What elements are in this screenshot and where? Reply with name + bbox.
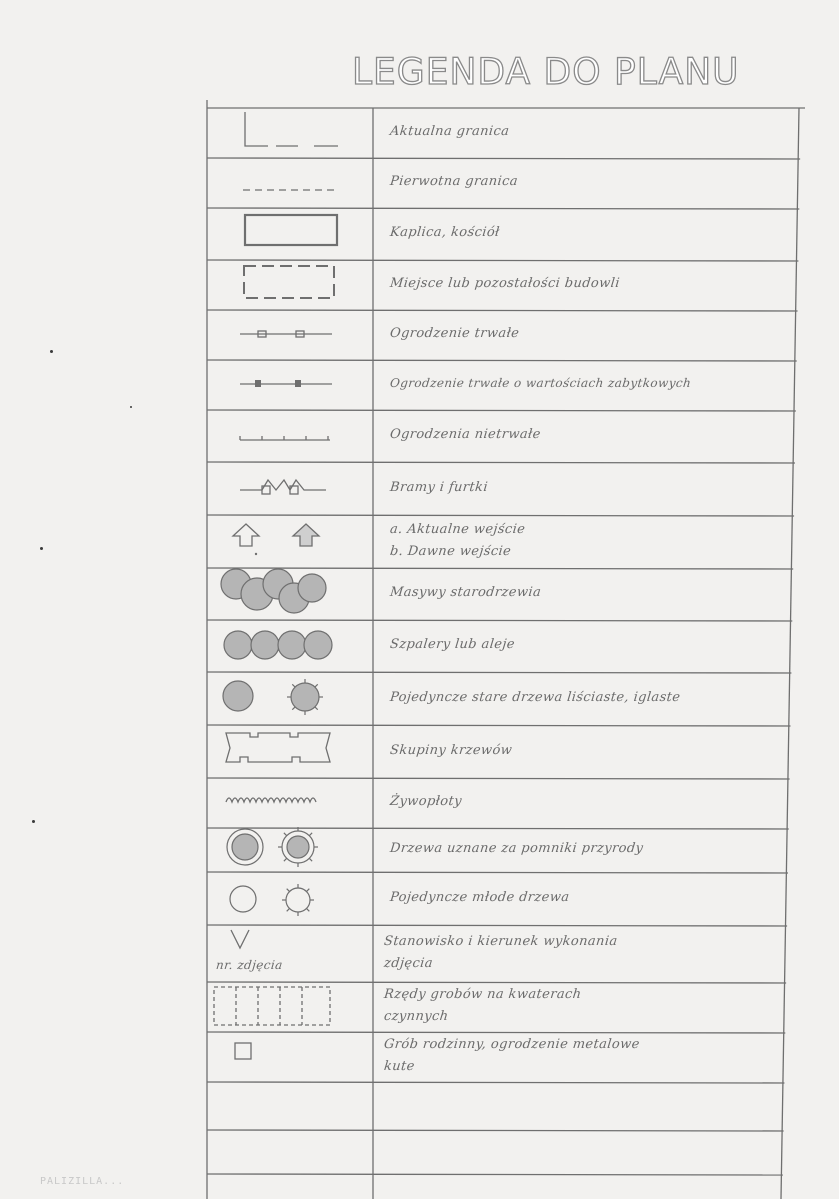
table-row-line (207, 410, 796, 411)
paper-speck (40, 547, 43, 550)
photo-position-icon (231, 930, 249, 948)
table-row-line (207, 462, 795, 463)
legend-label: Rzędy grobów na kwaterach (383, 987, 583, 1002)
current-border-icon (245, 112, 338, 146)
table-row-line (207, 925, 787, 926)
photo-number-caption: nr. zdjęcia (215, 957, 284, 972)
legend-label: Miejsce lub pozostałości budowli (389, 276, 621, 291)
legend-label: Stanowisko i kierunek wykonania (383, 933, 619, 949)
single-old-trees-icon (223, 679, 323, 715)
grave-rows-icon (214, 987, 330, 1025)
legend-label: Pierwotna granica (389, 174, 519, 189)
family-grave-icon (235, 1043, 251, 1059)
legend-label: Żywopłoty (389, 794, 463, 809)
paper-speck (32, 820, 35, 823)
legend-label: Aktualna granica (389, 124, 511, 139)
single-young-trees-icon (230, 884, 314, 916)
legend-label: Kaplica, kościół (389, 225, 501, 240)
paper-speck (50, 350, 53, 353)
legend-label-line2: czynnych (383, 1009, 450, 1024)
table-row-line (207, 158, 800, 159)
legend-label: Ogrodzenia nietrwałe (389, 427, 542, 442)
legend-label: Skupiny krzewów (389, 742, 513, 758)
chapel-church-icon (245, 215, 337, 245)
table-row-line (207, 778, 790, 779)
tree-rows-icon (224, 631, 332, 659)
legend-label: Szpalery lub aleje (389, 637, 516, 652)
gates-icon (240, 480, 326, 494)
temporary-fence-icon (240, 436, 330, 440)
table-row-line (207, 1174, 783, 1175)
table-row-line (207, 725, 791, 726)
legend-label: Ogrodzenie trwałe o wartościach zabytkowych (389, 376, 692, 390)
legend-label: Bramy i furtki (389, 479, 489, 495)
table-right-line (781, 108, 799, 1199)
page-title: LEGENDA DO PLANU (352, 51, 740, 94)
hedges-icon (226, 798, 316, 802)
table-row-line (207, 568, 793, 569)
table-row-line (207, 260, 798, 261)
footer-note: PALIZILLA... (40, 1176, 125, 1187)
table-row-line (207, 1032, 785, 1033)
paper-speck (130, 406, 132, 408)
legend-label-line2: b. Dawne wejście (389, 543, 512, 559)
entrance-arrows-icon (233, 524, 319, 555)
table-row-line (207, 208, 799, 209)
table-row-line (207, 828, 789, 829)
table-row-line (207, 620, 792, 621)
table-row-line (207, 1130, 784, 1131)
shrub-clusters-icon (226, 733, 330, 762)
table-row-line (207, 515, 794, 516)
table-row-line (207, 982, 786, 983)
legend-label: Drzewa uznane za pomniki przyrody (389, 841, 645, 856)
legend-label-line2: kute (383, 1059, 416, 1074)
table-row-line (207, 672, 791, 673)
nature-monument-trees-icon (227, 827, 318, 867)
building-remains-icon (244, 266, 334, 298)
table-row-line (207, 872, 788, 873)
legend-label: Masywy starodrzewia (389, 585, 542, 600)
old-tree-masses-icon (221, 569, 326, 613)
legend-label: Pojedyncze stare drzewa liściaste, iglaste (389, 689, 682, 705)
legend-label: Ogrodzenie trwałe (389, 326, 521, 341)
table-row-line (207, 310, 798, 311)
legend-label: Pojedyncze młode drzewa (389, 889, 571, 905)
legend-label-line2: zdjęcia (383, 955, 434, 971)
legend-label: Grób rodzinny, ogrodzenie metalowe (383, 1037, 641, 1052)
legend-label: a. Aktualne wejście (389, 521, 527, 537)
table-row-line (207, 360, 797, 361)
historic-fence-icon (240, 380, 332, 387)
table-row-line (207, 1082, 784, 1083)
permanent-fence-icon (240, 331, 332, 337)
